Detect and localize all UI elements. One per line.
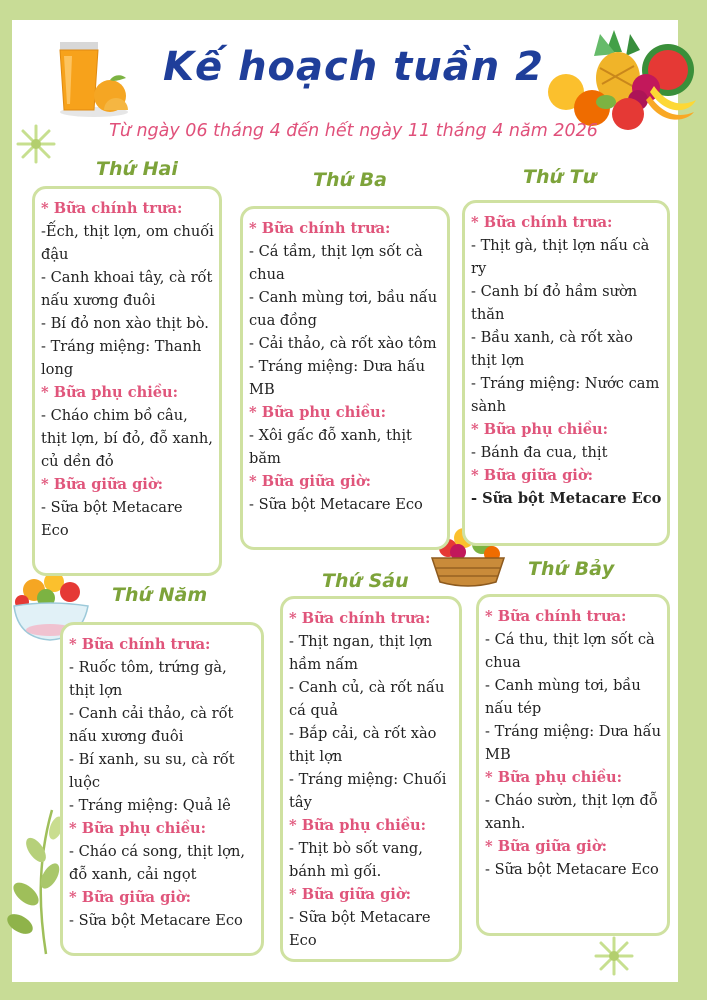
snack-heading: * Bữa giữa giờ: (41, 476, 163, 493)
menu-card-friday (280, 596, 462, 962)
flower-icon (592, 934, 636, 978)
afternoon-heading: * Bữa phụ chiều: (471, 421, 609, 438)
snack-heading: * Bữa giữa giờ: (249, 473, 371, 490)
lunch-heading: * Bữa chính trưa: (69, 636, 211, 653)
lunch-heading: * Bữa chính trưa: (471, 214, 613, 231)
menu-item: - Sữa bột Metacare Eco (485, 861, 659, 878)
menu-item: - Bí đỏ non xào thịt bò. (41, 315, 209, 332)
afternoon-heading: * Bữa phụ chiều: (289, 817, 427, 834)
menu-item: - Cháo cá song, thịt lợn, đỗ xanh, cải ngọt (69, 843, 245, 883)
menu-card-saturday (476, 594, 670, 936)
menu-item: - Bầu xanh, cà rốt xào thịt lợn (471, 329, 633, 369)
menu-item: - Cháo sườn, thịt lợn đỗ xanh. (485, 792, 658, 832)
afternoon-heading: * Bữa phụ chiều: (249, 404, 387, 421)
menu-item: - Cá thu, thịt lợn sốt cà chua (485, 631, 655, 671)
leaf-branch-icon (6, 806, 62, 956)
menu-card-thursday (60, 622, 264, 956)
menu-item: - Tráng miệng: Quả lê (69, 797, 231, 814)
menu-item: - Sữa bột Metacare Eco (69, 912, 243, 929)
menu-item: - Thịt ngan, thịt lợn hầm nấm (289, 633, 433, 673)
menu-card-tuesday (240, 206, 450, 550)
menu-card-monday (32, 186, 222, 576)
date-range-subtitle: Từ ngày 06 tháng 4 đến hết ngày 11 tháng 4 năm 2026 (109, 121, 598, 141)
page-title: Kế hoạch tuần 2 (163, 44, 544, 90)
snack-heading: * Bữa giữa giờ: (289, 886, 411, 903)
day-heading-thursday: Thứ Năm (112, 584, 208, 606)
menu-item: - Cải thảo, cà rốt xào tôm (249, 335, 437, 352)
menu-item: - Canh củ, cà rốt nấu cá quả (289, 679, 445, 719)
menu-item: - Sữa bột Metacare Eco (41, 499, 183, 539)
menu-item: - Tráng miệng: Chuối tây (289, 771, 447, 811)
lunch-heading: * Bữa chính trưa: (41, 200, 183, 217)
menu-item: - Xôi gấc đỗ xanh, thịt băm (249, 427, 412, 467)
menu-item: - Tráng miệng: Thanh long (41, 338, 202, 378)
lunch-heading: * Bữa chính trưa: (289, 610, 431, 627)
menu-item: - Canh bí đỏ hầm sườn thăn (471, 283, 638, 323)
menu-item: - Canh khoai tây, cà rốt nấu xương đuôi (41, 269, 213, 309)
day-heading-friday: Thứ Sáu (322, 570, 409, 592)
afternoon-heading: * Bữa phụ chiều: (69, 820, 207, 837)
menu-item: - Canh mùng tơi, bầu nấu tép (485, 677, 641, 717)
snack-heading: * Bữa giữa giờ: (485, 838, 607, 855)
menu-item: - Thịt bò sốt vang, bánh mì gối. (289, 840, 423, 880)
menu-item: - Canh mùng tơi, bầu nấu cua đồng (249, 289, 438, 329)
menu-item: -Ếch, thịt lợn, om chuối đậu (41, 223, 214, 263)
menu-item: - Tráng miệng: Dưa hấu MB (485, 723, 661, 763)
lunch-heading: * Bữa chính trưa: (485, 608, 627, 625)
lunch-heading: * Bữa chính trưa: (249, 220, 391, 237)
day-heading-tuesday: Thứ Ba (313, 169, 387, 191)
day-heading-wednesday: Thứ Tư (523, 166, 597, 188)
menu-item: - Tráng miệng: Dưa hấu MB (249, 358, 425, 398)
menu-item: - Cá tầm, thịt lợn sốt cà chua (249, 243, 423, 283)
menu-item: - Sữa bột Metacare Eco (249, 496, 423, 513)
afternoon-heading: * Bữa phụ chiều: (41, 384, 179, 401)
menu-item: - Tráng miệng: Nước cam sành (471, 375, 660, 415)
day-heading-saturday: Thứ Bảy (528, 558, 615, 580)
menu-card-wednesday (462, 200, 670, 546)
menu-item: - Bí xanh, su su, cà rốt luộc (69, 751, 235, 791)
menu-item: - Canh cải thảo, cà rốt nấu xương đuôi (69, 705, 234, 745)
menu-item: - Sữa bột Metacare Eco (289, 909, 431, 949)
snack-heading: * Bữa giữa giờ: (471, 467, 593, 484)
afternoon-heading: * Bữa phụ chiều: (485, 769, 623, 786)
day-heading-monday: Thứ Hai (96, 158, 178, 180)
menu-item: - Ruốc tôm, trứng gà, thịt lợn (69, 659, 227, 699)
menu-item: - Sữa bột Metacare Eco (471, 490, 662, 507)
menu-item: - Bắp cải, cà rốt xào thịt lợn (289, 725, 437, 765)
menu-item: - Bánh đa cua, thịt (471, 444, 608, 461)
menu-item: - Cháo chim bồ câu, thịt lợn, bí đỏ, đỗ xanh, củ dền đỏ (41, 407, 213, 470)
menu-item: - Thịt gà, thịt lợn nấu cà ry (471, 237, 650, 277)
snack-heading: * Bữa giữa giờ: (69, 889, 191, 906)
